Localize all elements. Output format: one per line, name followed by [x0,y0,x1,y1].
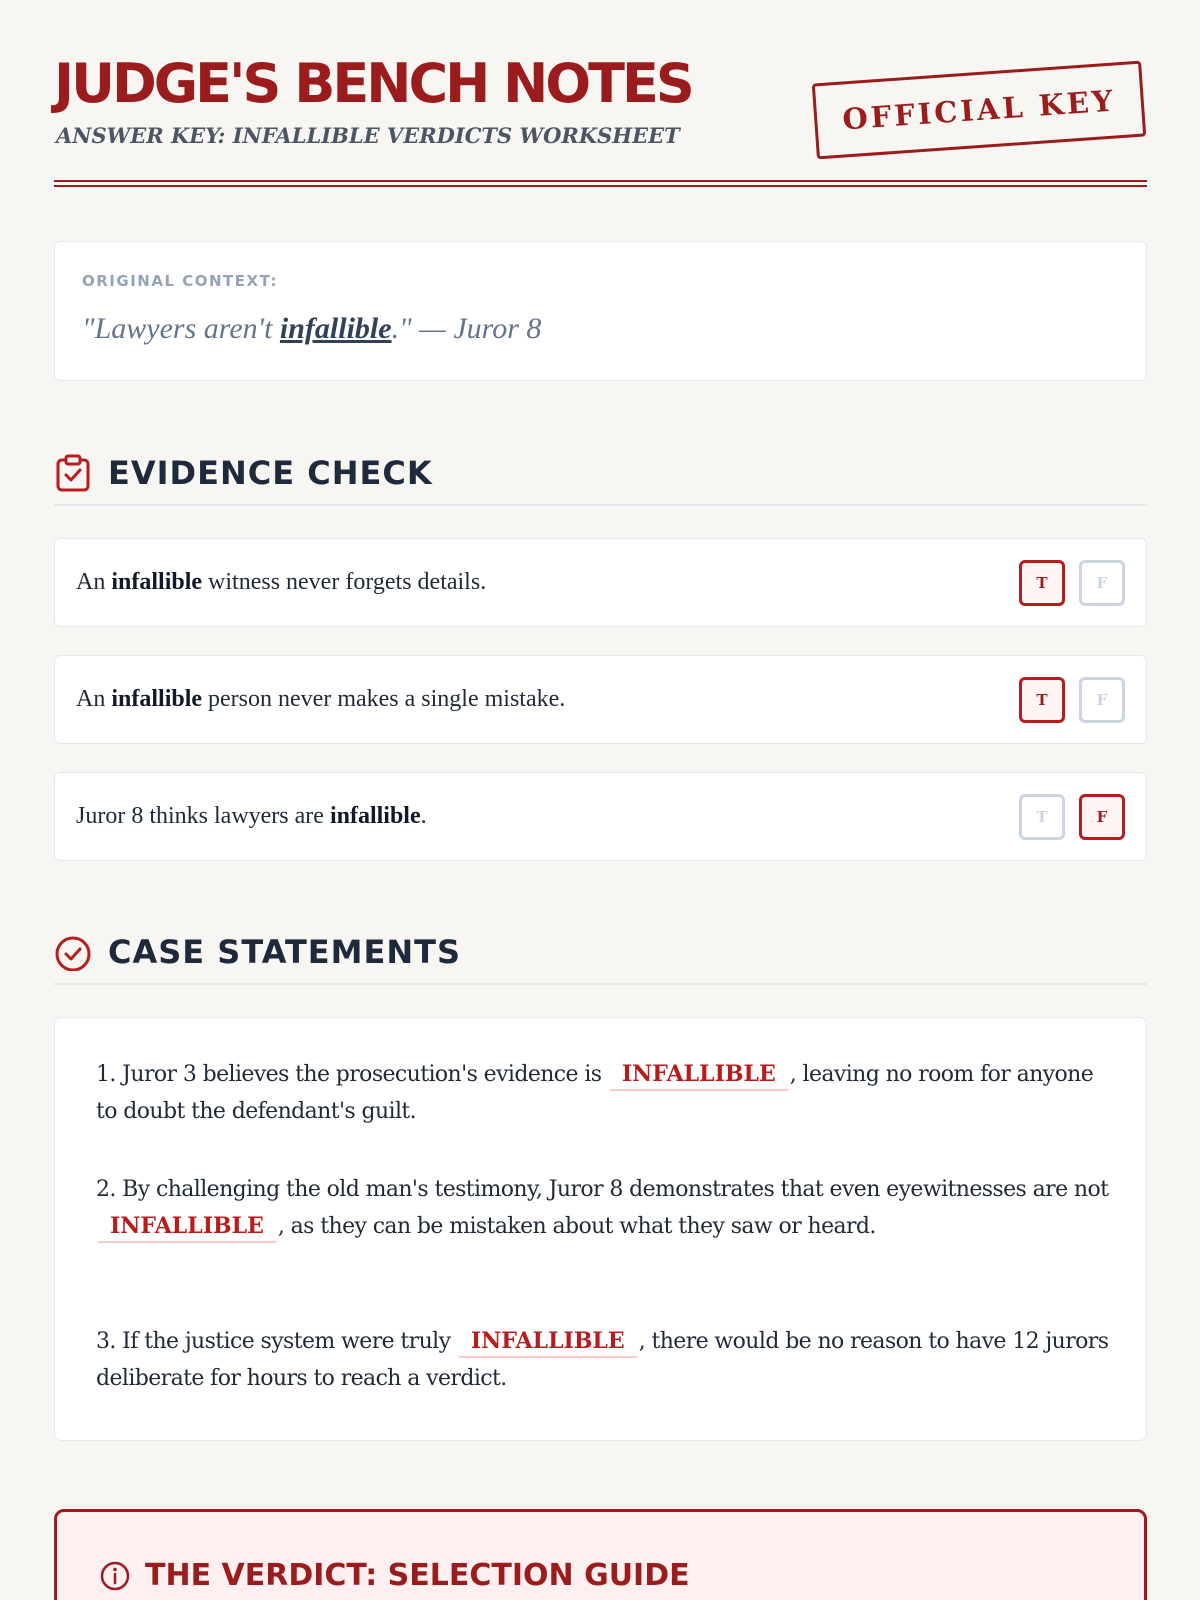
true-box[interactable]: T [1019,794,1065,840]
context-quote [82,312,541,346]
header [54,0,1147,195]
statement-keyword: infallible [329,803,421,829]
quote-after: ." — Juror 8 [391,312,542,345]
case-statement [96,1171,1116,1245]
true-box[interactable]: T [1019,677,1065,723]
worksheet-page [54,0,1147,1593]
evidence-statement [76,569,486,596]
evidence-statement [76,686,565,713]
info-icon [99,1560,131,1592]
header-divider [54,180,1147,187]
page-title: JUDGE'S BENCH NOTES [54,52,692,115]
page-subtitle: ANSWER KEY: INFALLIBLE VERDICTS WORKSHEET [56,123,680,148]
evidence-item [54,655,1147,744]
evidence-check-title: EVIDENCE CHECK [108,454,433,492]
statement-text: witness never forgets details. [202,569,487,595]
quote-before: "Lawyers aren't [82,312,280,345]
statement-text: . [420,803,427,829]
evidence-check-header [54,446,1147,506]
statement-keyword: infallible [111,569,203,595]
answer-blank: INFALLIBLE [610,1059,788,1091]
case-statement [96,1056,1116,1130]
false-box[interactable]: F [1079,560,1125,606]
true-box[interactable]: T [1019,560,1065,606]
case-statement [96,1323,1116,1397]
context-label: ORIGINAL CONTEXT: [82,272,278,290]
statement-text: Juror 8 thinks lawyers are [76,803,330,829]
answer-blank: INFALLIBLE [459,1326,637,1358]
verdict-guide-title: THE VERDICT: SELECTION GUIDE [145,1558,690,1593]
case-statements-title: CASE STATEMENTS [108,933,462,971]
statement-text: , as they can be mistaken about what they saw or heard. [277,1214,876,1239]
statement-text: 1. Juror 3 believes the prosecution's evidence is [96,1062,608,1087]
clipboard-check-icon [54,454,92,492]
evidence-statement [76,803,427,830]
statement-keyword: infallible [111,686,203,712]
statement-text: 3. If the justice system were truly [96,1329,457,1354]
context-card [54,241,1147,381]
statement-text: An [76,686,112,712]
statement-text: person never makes a single mistake. [202,686,566,712]
case-statements-header [54,925,1147,985]
evidence-item [54,538,1147,627]
verdict-guide-box [54,1509,1147,1600]
check-circle-icon [54,933,92,971]
statement-text: , leaving no room for anyone to doubt the defendant's guilt. [96,1062,1094,1124]
statement-text: An [76,569,112,595]
case-statements-card [54,1017,1147,1441]
statement-text: 2. By challenging the old man's testimony, Juror 8 demonstrates that even eyewitnesses are not [96,1177,1109,1202]
official-key-stamp: OFFICIAL KEY [812,61,1146,160]
answer-blank: INFALLIBLE [98,1211,276,1243]
false-box[interactable]: F [1079,677,1125,723]
quote-keyword: infallible [279,312,392,345]
evidence-item [54,772,1147,861]
statement-text: , there would be no reason to have 12 jurors deliberate for hours to reach a verdict. [96,1329,1109,1391]
false-box[interactable]: F [1079,794,1125,840]
